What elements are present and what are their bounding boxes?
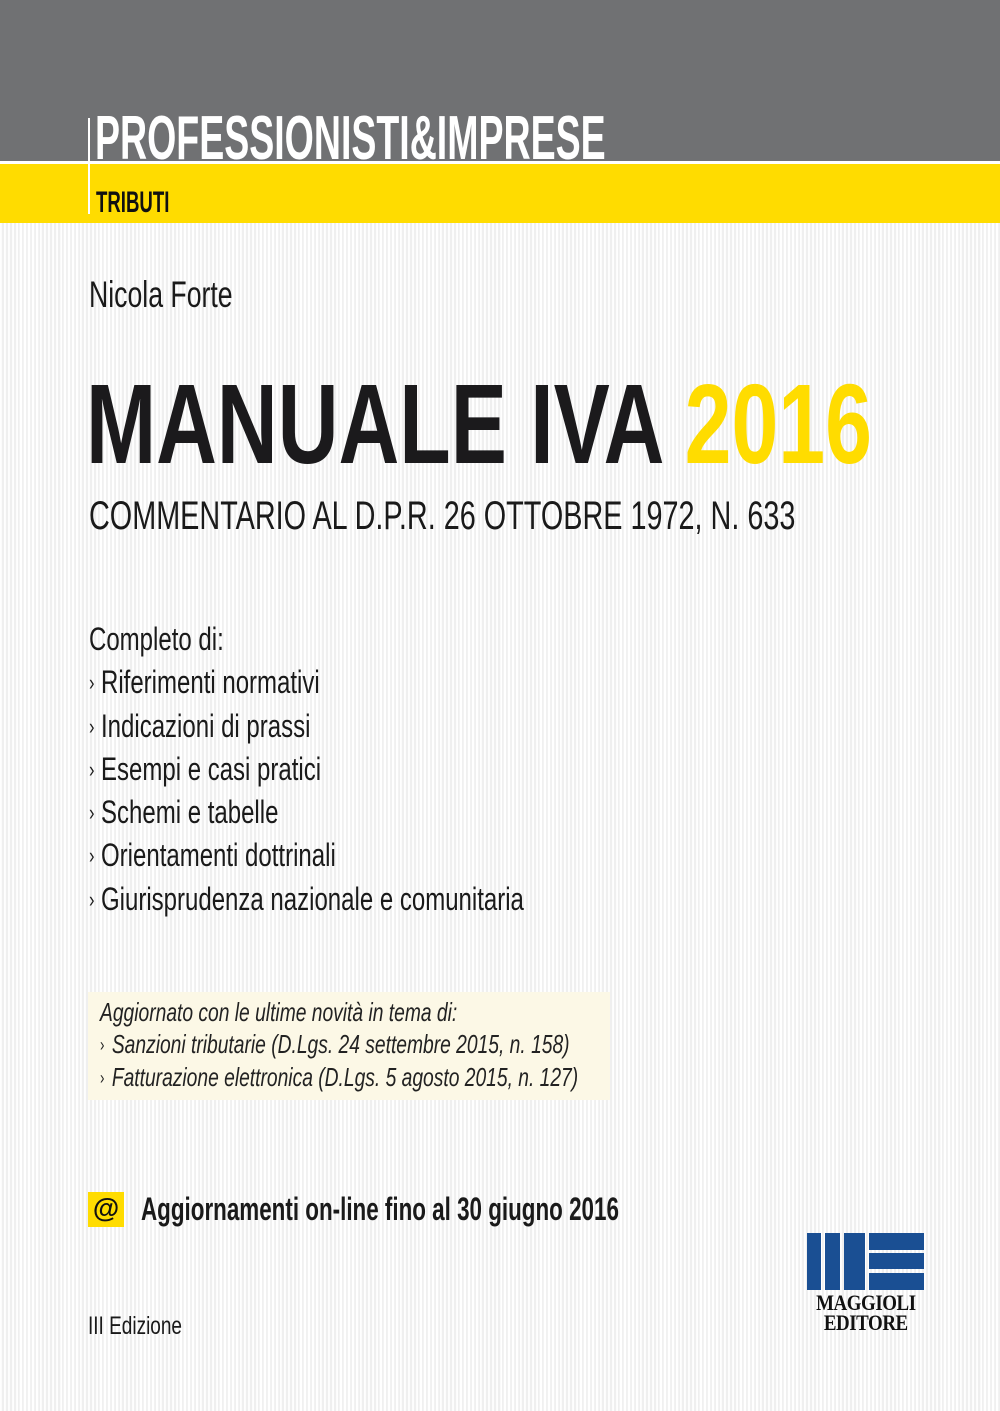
- update-item-text: Sanzioni tributarie (D.Lgs. 24 settembre 2015, n. 158): [111, 1029, 570, 1059]
- logo-bar: [869, 1253, 924, 1269]
- at-sign-icon: @: [88, 1192, 124, 1227]
- chevron-right-icon: ›: [89, 756, 95, 782]
- book-subtitle-text: COMMENTARIO AL D.P.R. 26 OTTOBRE 1972, N. 633: [89, 494, 796, 538]
- chevron-right-icon: ›: [89, 843, 95, 869]
- logo-bar: [844, 1233, 865, 1290]
- feature-item: [89, 661, 669, 704]
- book-title-text: MANUALE IVA: [86, 361, 662, 487]
- edition-label: [88, 1314, 212, 1339]
- book-subtitle: [89, 496, 1000, 536]
- feature-item: [89, 705, 669, 748]
- publisher-name-text: EDITORE: [823, 1310, 908, 1335]
- publisher-logo: [807, 1233, 924, 1333]
- feature-item: [89, 834, 669, 877]
- logo-bar: [869, 1273, 924, 1290]
- series-title-text: PROFESSIONISTI&IMPRESE: [95, 104, 606, 173]
- section-label-text: TRIBUTI: [96, 186, 170, 219]
- logo-bar: [825, 1233, 840, 1290]
- update-item-text: Fatturazione elettronica (D.Lgs. 5 agosto 2015, n. 127): [111, 1062, 579, 1092]
- book-title: [86, 361, 1000, 487]
- feature-item-text: Riferimenti normativi: [101, 664, 320, 701]
- online-updates-label: Aggiornamenti on-line fino al 30 giugno 2016: [141, 1191, 619, 1227]
- chevron-right-icon: ›: [100, 1068, 105, 1088]
- book-year: 2016: [684, 361, 872, 487]
- chevron-right-icon: ›: [89, 670, 95, 696]
- series-title: [95, 104, 939, 173]
- edition-text: III Edizione: [88, 1312, 183, 1340]
- feature-item-text: Indicazioni di prassi: [101, 707, 311, 744]
- chevron-right-icon: ›: [89, 713, 95, 739]
- logo-bar: [869, 1233, 924, 1250]
- feature-item: [89, 878, 669, 921]
- publisher-name-line2: [805, 1310, 926, 1335]
- header-vertical-rule: [88, 118, 90, 214]
- feature-item-text: Schemi e tabelle: [101, 794, 279, 831]
- feature-item-text: Orientamenti dottrinali: [101, 837, 336, 874]
- update-item: [100, 1061, 746, 1094]
- features-list: [89, 618, 669, 921]
- feature-item-text: Giurisprudenza nazionale e comunitaria: [101, 880, 524, 917]
- maggioli-logo-icon: [807, 1233, 924, 1290]
- section-label: [96, 188, 214, 218]
- chevron-right-icon: ›: [89, 800, 95, 826]
- author-name-text: Nicola Forte: [89, 274, 233, 315]
- author-name: [89, 276, 288, 313]
- feature-item: [89, 748, 669, 791]
- chevron-right-icon: ›: [89, 886, 95, 912]
- update-notice-heading: Aggiornato con le ultime novità in tema di:: [100, 997, 458, 1027]
- publisher-name-text: MAGGIOLI: [815, 1290, 916, 1315]
- feature-item-text: Esempi e casi pratici: [101, 750, 322, 787]
- chevron-right-icon: ›: [100, 1035, 105, 1055]
- features-heading: Completo di:: [89, 621, 224, 657]
- update-item: [100, 1028, 746, 1061]
- online-updates-text: [141, 1193, 824, 1225]
- logo-bar: [807, 1233, 821, 1290]
- update-notice-box: [88, 992, 610, 1100]
- feature-item: [89, 791, 669, 834]
